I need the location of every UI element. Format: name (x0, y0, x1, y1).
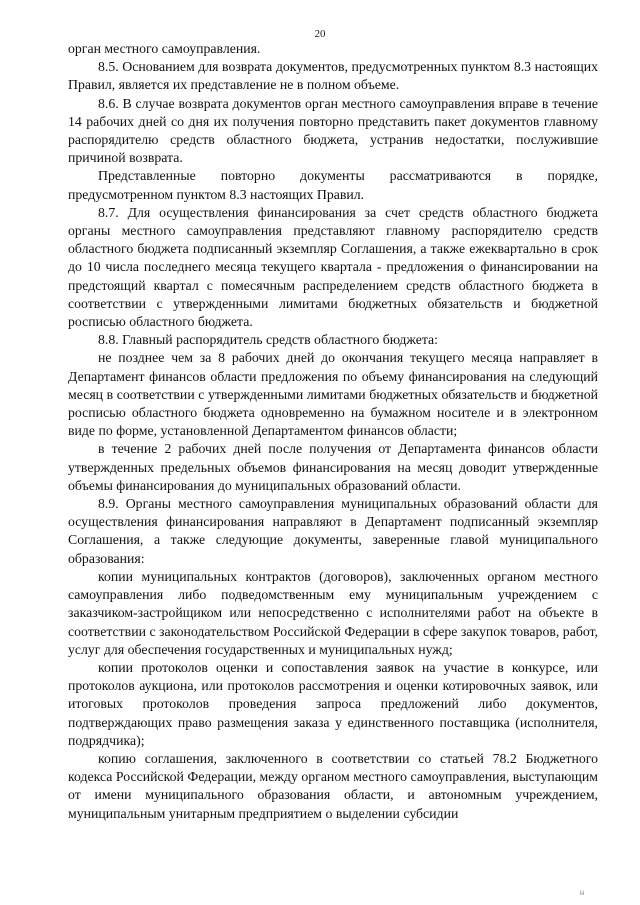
paragraph-8-9-item-1: копии муниципальных контрактов (договоров), заключенных органом местного самоуправления либо подведомственным ему муниципальным учреждением с заказчиком-застройщиком или непосредственно с исполнителями работ на объекте в соответствии с законодательством Российской Федерации в сфере закупок товаров, работ, услуг для обеспечения государственных и муниципальных нужд; (68, 568, 598, 657)
paragraph-8-8: 8.8. Главный распорядитель средств областного бюджета: (98, 332, 439, 348)
paragraph-8-7: 8.7. Для осуществления финансирования за счет средств областного бюджета органы местного самоуправления представляют главному распорядителю средств областного бюджета подписанный экземпляр Соглашения, а также ежеквартально в срок до 10 числа последнего месяца текущего квартала - предложения о финансировании на предстоящий квартал с помесячным распределением средств областного бюджета в соответствии с утвержденными лимитами бюджетных обязательств и бюджетной росписью областного бюджета. (68, 204, 598, 330)
paragraph-8-5: 8.5. Основанием для возврата документов, предусмотренных пунктом 8.3 настоящих Правил, является их представление не в полном объеме. (68, 59, 598, 93)
paragraph-8-9-item-3: копию соглашения, заключенного в соответствии со статьей 78.2 Бюджетного кодекса Российской Федерации, между органом местного самоуправления, выступающим от имени муниципального образования области, и автономным учреждением, муниципальным унитарным предприятием о выделении субсидии (68, 750, 598, 821)
paragraph-8-8-item-1: не позднее чем за 8 рабочих дней до окончания текущего месяца направляет в Департамент финансов области предложения по объему финансирования на следующий месяц в соответствии с утвержденными лимитами бюджетных обязательств и бюджетной росписью областного бюджета одновременно на бумажном носителе и в электронном виде по форме, установленной Департаментом финансов области; (68, 350, 598, 439)
paragraph-continuation: орган местного самоуправления. (68, 41, 261, 56)
paragraph-8-8-item-2: в течение 2 рабочих дней после получения от Департамента финансов области утвержденных предельных объемов финансирования на месяц доводит утвержденные объемы финансирования до муниципальных образований области. (68, 441, 598, 493)
scan-corner-mark: iii (580, 891, 584, 897)
paragraph-8-9-item-2: копии протоколов оценки и сопоставления заявок на участие в конкурсе, или протоколов аукциона, или протоколов рассмотрения и оценки котировочных заявок, или итоговых протоколов проведения запроса предложений либо документов, подтверждающих право размещения заказа у единственного поставщика (исполнителя, подрядчика); (68, 659, 598, 748)
page-number: 20 (314, 28, 326, 40)
paragraph-resubmission: Представленные повторно документы рассматриваются в порядке, предусмотренном пунктом 8.3 настоящих Правил. (68, 168, 598, 202)
document-body (68, 40, 598, 823)
paragraph-8-9: 8.9. Органы местного самоуправления муниципальных образований области для осуществления финансирования направляют в Департамент подписанный экземпляр Соглашения, а также следующие документы, заверенные главой муниципального образования: (68, 496, 598, 566)
paragraph-8-6: 8.6. В случае возврата документов орган местного самоуправления вправе в течение 14 рабочих дней со дня их получения повторно представить пакет документов главному распорядителю средств областного бюджета, устранив недостатки, послужившие причиной возврата. (68, 95, 598, 166)
